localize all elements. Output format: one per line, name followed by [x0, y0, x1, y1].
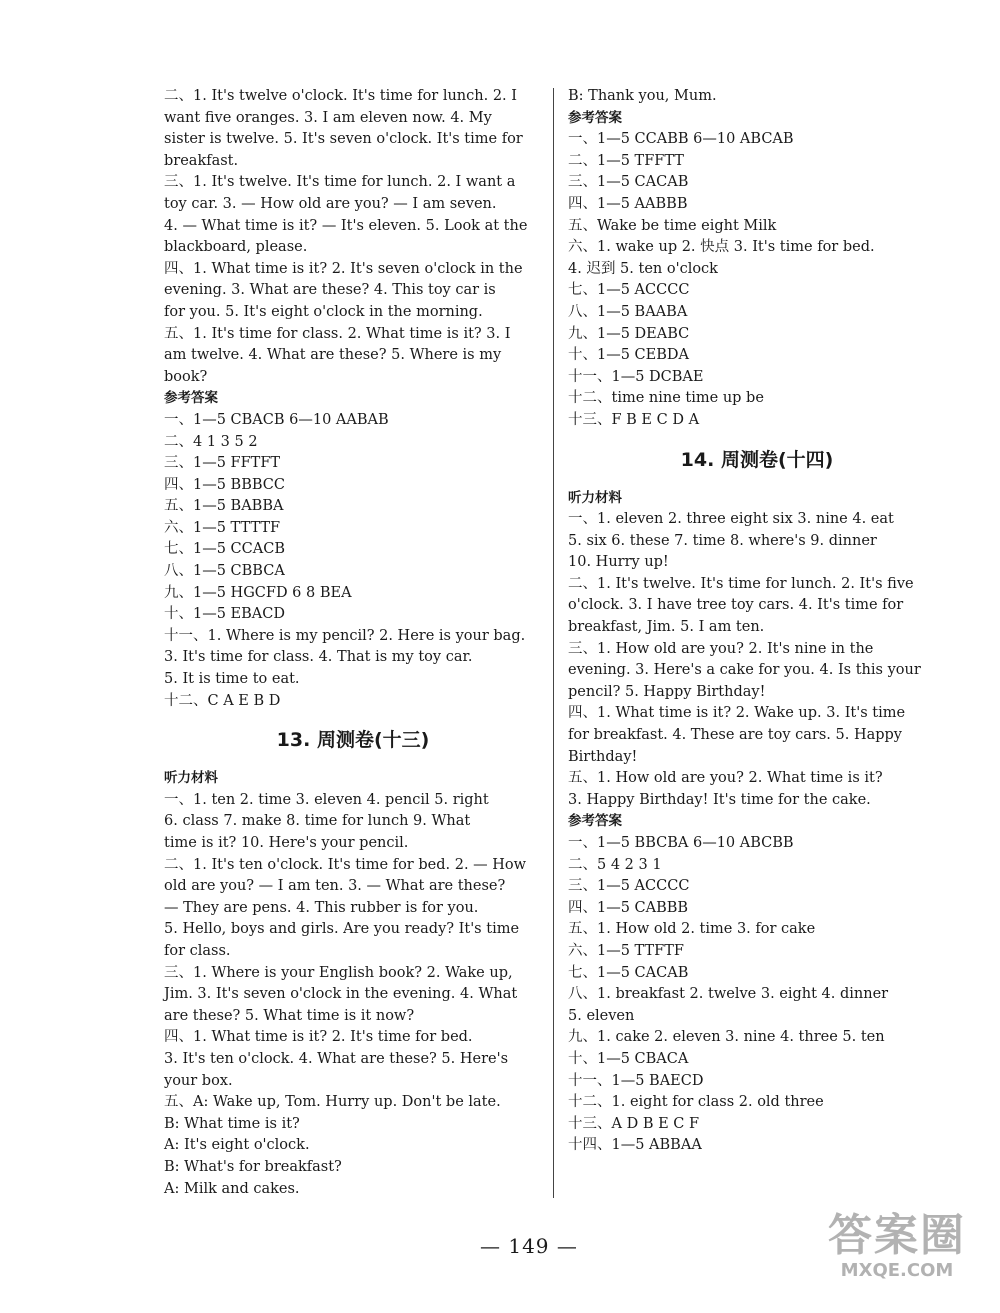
text-line: 二、1. It's twelve o'clock. It's time for lunch. 2. I [164, 88, 517, 104]
text-line: 四、1. What time is it? 2. It's time for bed. [164, 1029, 473, 1046]
watermark-url: MXQE.COM [840, 1260, 954, 1281]
text-line: 一、1—5 CCABB 6—10 ABCAB [568, 131, 794, 148]
text-line: 八、1—5 BAABA [568, 303, 688, 320]
right-column [568, 86, 946, 1157]
text-line: evening. 3. Here's a cake for you. 4. Is this your [568, 662, 921, 679]
text-line: breakfast, Jim. 5. I am ten. [568, 619, 765, 636]
text-line: 六、1. wake up 2. 快点 3. It's time for bed. [568, 239, 875, 256]
text-line: 九、1. cake 2. eleven 3. nine 4. three 5. ten [568, 1029, 885, 1046]
text-line: 八、1. breakfast 2. twelve 3. eight 4. dinner [568, 986, 889, 1003]
text-line: 3. It's time for class. 4. That is my toy car. [164, 649, 473, 666]
text-line: 5. eleven [568, 1007, 635, 1024]
text-line: 4. — What time is it? — It's eleven. 5. Look at the [164, 217, 528, 234]
text-line: 二、1. It's twelve. It's time for lunch. 2. It's five [568, 575, 914, 592]
section-heading: 听力材料 [164, 770, 218, 787]
text-line: 3. Happy Birthday! It's time for the cake. [568, 791, 871, 808]
text-line: 十、1—5 CEBDA [568, 347, 689, 364]
column-divider [553, 88, 554, 1198]
text-line: — They are pens. 4. This rubber is for you. [164, 899, 479, 916]
text-line: 十三、A D B E C F [568, 1115, 700, 1132]
text-line: 七、1—5 ACCCC [568, 282, 690, 299]
section-heading: 参考答案 [568, 109, 622, 126]
text-line: toy car. 3. — How old are you? — I am seven. [164, 195, 497, 212]
text-line: 二、4 1 3 5 2 [164, 433, 258, 450]
text-line: 一、1. ten 2. time 3. eleven 4. pencil 5. right [164, 791, 489, 808]
text-line: 八、1—5 CBBCA [164, 563, 285, 580]
text-line: 十二、C A E B D [164, 692, 281, 709]
text-line: Jim. 3. It's seven o'clock in the evening. 4. What [164, 986, 518, 1003]
text-line: 四、1—5 BBBCC [164, 476, 285, 493]
text-line: 四、1—5 CABBB [568, 899, 689, 916]
text-line: 四、1—5 AABBB [568, 195, 688, 212]
text-line: B: Thank you, Mum. [568, 88, 717, 104]
text-line: 十一、1—5 DCBAE [568, 368, 704, 385]
text-line: for class. [164, 942, 231, 959]
text-line: 六、1—5 TTTTF [164, 519, 281, 536]
text-line: 二、1. It's ten o'clock. It's time for bed. 2. — How [164, 856, 527, 873]
text-line: are these? 5. What time is it now? [164, 1007, 415, 1024]
text-line: 3. It's ten o'clock. 4. What are these? 5. Here's [164, 1050, 509, 1067]
text-line: 10. Hurry up! [568, 554, 669, 571]
text-line: 十一、1—5 BAECD [568, 1072, 704, 1089]
text-line: 十二、1. eight for class 2. old three [568, 1094, 824, 1111]
text-line: 十二、time nine time up be [568, 390, 764, 407]
text-line: 九、1—5 HGCFD 6 8 BEA [164, 584, 352, 601]
text-line: 九、1—5 DEABC [568, 325, 690, 342]
text-line: for breakfast. 4. These are toy cars. 5. Happy [568, 727, 902, 744]
text-line: 三、1. How old are you? 2. It's nine in the [568, 640, 874, 657]
text-line: 三、1—5 ACCCC [568, 878, 690, 895]
section-heading: 参考答案 [568, 813, 622, 830]
text-line: 五、1. How old 2. time 3. for cake [568, 921, 816, 938]
text-line: 五、1—5 BABBA [164, 498, 284, 515]
text-line: book? [164, 368, 208, 385]
text-line: B: What's for breakfast? [164, 1158, 342, 1175]
text-line: time is it? 10. Here's your pencil. [164, 835, 409, 851]
text-line: A: Milk and cakes. [164, 1180, 300, 1197]
text-line: 五、1. How old are you? 2. What time is it? [568, 770, 883, 787]
section-heading: 参考答案 [164, 390, 218, 407]
text-line: pencil? 5. Happy Birthday! [568, 683, 766, 700]
text-line: want five oranges. 3. I am eleven now. 4. My [164, 109, 492, 126]
text-line: evening. 3. What are these? 4. This toy car is [164, 282, 496, 299]
text-line: am twelve. 4. What are these? 5. Where is my [164, 347, 502, 364]
text-line: blackboard, please. [164, 239, 308, 256]
text-line: 十三、F B E C D A [568, 411, 700, 428]
watermark-logo [812, 1212, 982, 1302]
text-line: 十、1—5 EBACD [164, 606, 285, 623]
text-line: 十、1—5 CBACA [568, 1050, 689, 1067]
text-line: 五、Wake be time eight Milk [568, 217, 777, 234]
text-line: breakfast. [164, 152, 239, 169]
text-line: 一、1. eleven 2. three eight six 3. nine 4. eat [568, 511, 894, 528]
text-line: 5. Hello, boys and girls. Are you ready? It's time [164, 921, 520, 938]
text-line: 二、1—5 TFFTT [568, 152, 684, 169]
section-heading: 听力材料 [568, 489, 622, 506]
text-line: 4. 迟到 5. ten o'clock [568, 260, 718, 277]
text-line: A: It's eight o'clock. [164, 1137, 310, 1154]
text-line: 一、1—5 CBACB 6—10 AABAB [164, 411, 389, 428]
text-line: sister is twelve. 5. It's seven o'clock. It's time for [164, 131, 523, 148]
text-line: 一、1—5 BBCBA 6—10 ABCBB [568, 835, 794, 851]
text-line: for you. 5. It's eight o'clock in the morning. [164, 303, 483, 320]
section-title: 13. 周测卷(十三) [276, 729, 430, 752]
text-line: 三、1. It's twelve. It's time for lunch. 2. I want a [164, 174, 516, 191]
text-line: 二、5 4 2 3 1 [568, 856, 662, 873]
text-line: 四、1. What time is it? 2. Wake up. 3. It's time [568, 705, 906, 722]
text-line: 七、1—5 CCACB [164, 541, 285, 558]
text-line: 5. six 6. these 7. time 8. where's 9. dinner [568, 532, 877, 549]
text-line: 5. It is time to eat. [164, 671, 300, 688]
text-line: old are you? — I am ten. 3. — What are these? [164, 878, 506, 895]
page-number: — 149 — [480, 1234, 578, 1258]
text-line: 五、A: Wake up, Tom. Hurry up. Don't be late. [164, 1094, 501, 1111]
text-line: 三、1—5 CACAB [568, 174, 689, 191]
text-line: B: What time is it? [164, 1115, 300, 1132]
text-line: 十四、1—5 ABBAA [568, 1137, 702, 1154]
text-line: 三、1—5 FFTFT [164, 455, 281, 472]
text-line: 四、1. What time is it? 2. It's seven o'clock in the [164, 260, 523, 277]
text-line: your box. [164, 1072, 233, 1089]
text-line: 五、1. It's time for class. 2. What time is it? 3. I [164, 325, 511, 342]
text-line: Birthday! [568, 748, 638, 765]
text-line: 三、1. Where is your English book? 2. Wake up, [164, 964, 513, 981]
text-line: 十一、1. Where is my pencil? 2. Here is your bag. [164, 627, 526, 644]
watermark-logo-text: 答案圈 [828, 1210, 966, 1261]
text-line: 七、1—5 CACAB [568, 964, 689, 981]
section-title: 14. 周测卷(十四) [680, 448, 834, 471]
text-line: 六、1—5 TTFTF [568, 942, 684, 959]
text-line: 6. class 7. make 8. time for lunch 9. What [164, 813, 471, 830]
left-column [164, 86, 542, 1200]
text-line: o'clock. 3. I have tree toy cars. 4. It's time for [568, 597, 904, 614]
